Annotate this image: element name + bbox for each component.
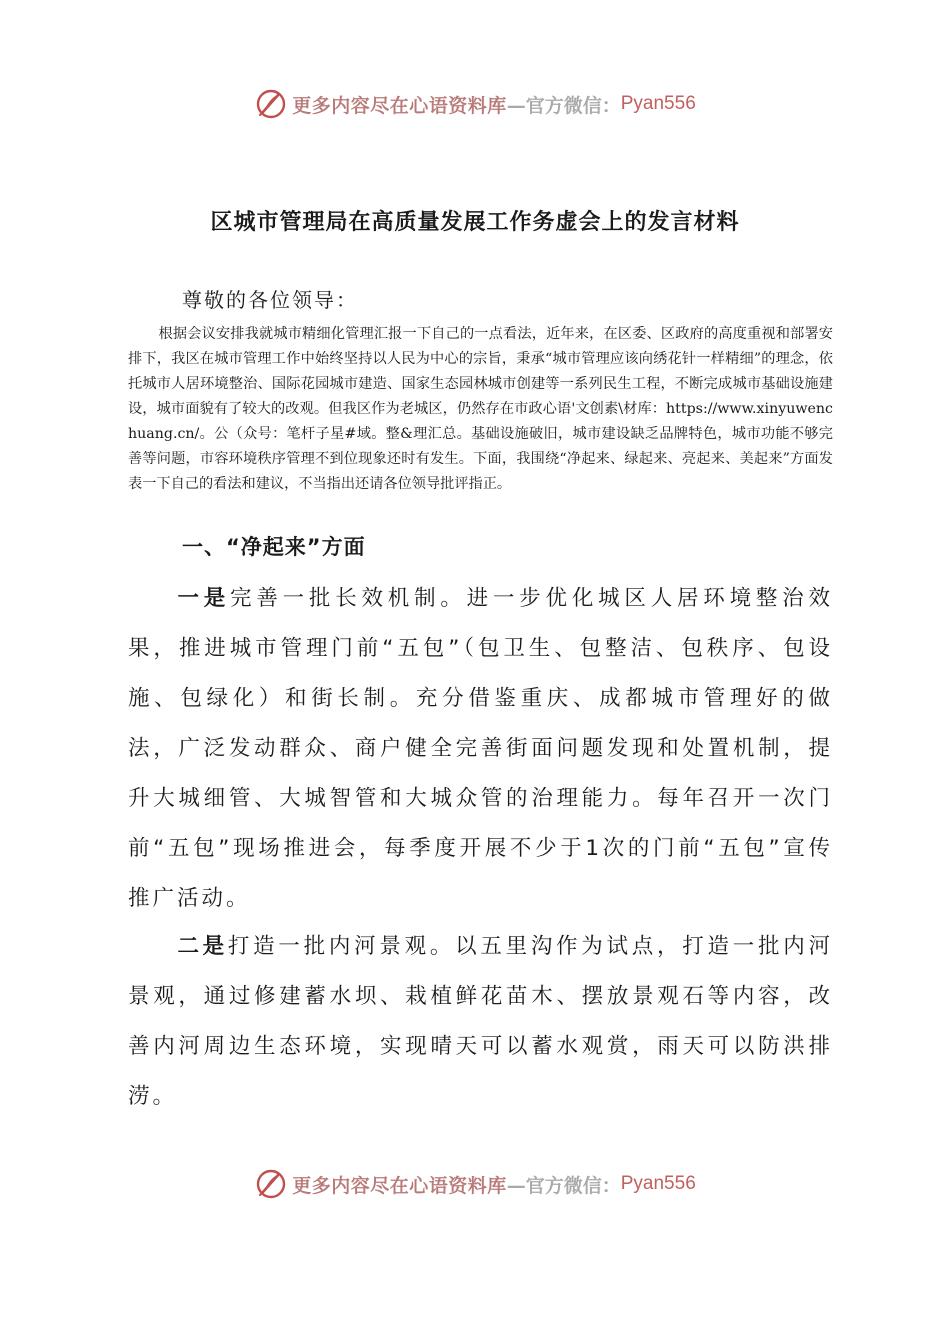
banner-wechat-id: Pyan556: [620, 93, 696, 114]
banner-wechat-id: Pyan556: [620, 1173, 696, 1194]
paragraph-body: 完善一批长效机制。进一步优化城区人居环境整治效果，推进城市管理门前“五包”（包卫生、包整洁、包秩序、包设施、包绿化）和街长制。充分借鉴重庆、成都城市管理好的做法，广泛发动群众、商户健全完善街面问题发现和处置机制，提升大城细管、大城智管和大城众管的治理能力。每年召开一次门前“五包”现场推进会，每季度开展不少于1次的门前“五包”宣传推广活动。: [128, 586, 833, 911]
quill-logo-icon: [254, 1167, 288, 1201]
intro-paragraph: 根据会议安排我就城市精细化管理汇报一下自己的一点看法，近年来，在区委、区政府的高度重视和部署安排下，我区在城市管理工作中始终坚持以人民为中心的宗旨，秉承“城市管理应该向绣花针一样精细”的理念，依托城市人居环境整治、国际花园城市建造、国家生态园林城市创建等一系列民生工程，不断完成城市基础设施建设，城市面貌有了较大的改观。但我区作为老城区，仍然存在市政心语'文创素\材库：https://www.xinyuwenchuang.cn/。公（众号：笔杆子星#域。整&理汇总。基础设施破旧，城市建设缺乏品牌特色，城市功能不够完善等问题，市容环境秩序管理不到位现象还时有发生。下面，我围绕“净起来、绿起来、亮起来、美起来”方面发表一下自己的看法和建议，不当指出还请各位领导批评指正。: [128, 326, 833, 492]
banner-sub-text: —官方微信：: [506, 1174, 621, 1197]
header-watermark-banner: [0, 84, 950, 124]
document-title: 区城市管理局在高质量发展工作务虚会上的发言材料: [210, 210, 740, 235]
paragraph-lead: 二是: [177, 934, 228, 959]
paragraph-first-point: [128, 574, 833, 924]
paragraph-body: 打造一批内河景观。以五里沟作为试点，打造一批内河景观，通过修建蓄水坝、栽植鲜花苗木、摆放景观石等内容，改善内河周边生态环境，实现晴天可以蓄水观赏，雨天可以防洪排涝。: [128, 934, 833, 1109]
section-heading-clean: 一、“净起来”方面: [182, 535, 366, 559]
footer-watermark-banner: [0, 1164, 950, 1204]
banner-main-text: 更多内容尽在心语资料库: [292, 94, 507, 117]
salutation: 尊敬的各位领导：: [182, 288, 358, 312]
paragraph-second-point: [128, 922, 833, 1122]
paragraph-lead: 一是: [177, 586, 231, 611]
quill-logo-icon: [254, 87, 288, 121]
banner-main-text: 更多内容尽在心语资料库: [292, 1174, 507, 1197]
banner-sub-text: —官方微信：: [506, 94, 621, 117]
